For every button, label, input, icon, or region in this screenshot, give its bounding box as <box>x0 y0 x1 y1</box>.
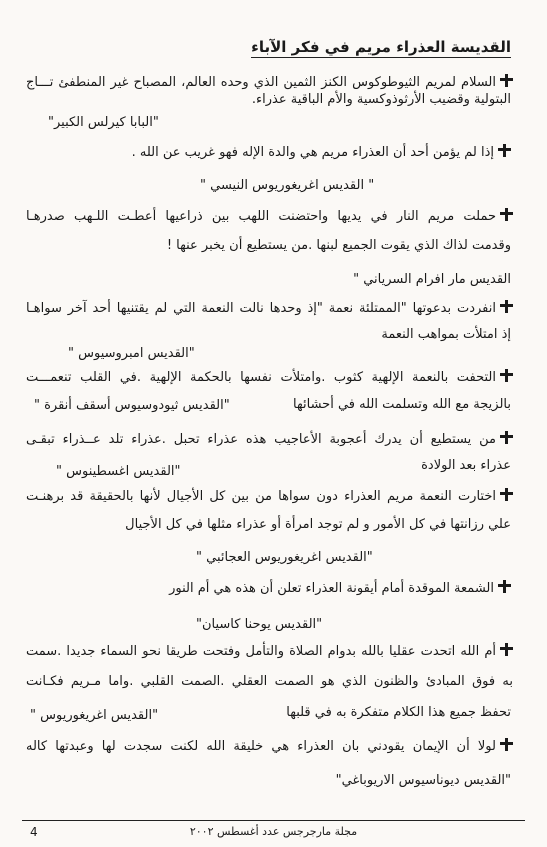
text-line: انفردت بدعوتها "الممتلئة نعمة "إذ وحدها نالت النعمة التي لم يقتنيها أحد آخر سواهـا <box>26 300 513 317</box>
footer-divider <box>22 820 525 821</box>
attribution: "القديس يوحنا كاسيان" <box>196 617 323 632</box>
cross-icon <box>500 208 513 221</box>
attribution: " القديس اغريغوريوس النيسي " <box>200 178 375 193</box>
text-line: بالزيجة مع الله وتسلمت الله في أحشائها <box>293 397 511 412</box>
text-line: إذ امتلأت بمواهب النعمة <box>381 327 511 342</box>
attribution: "القديس اغريغوريوس " <box>30 708 159 723</box>
text-line: البتولية وقضيب الأرثوذوكسية والأم الباقية عذراء. <box>251 92 511 107</box>
text-line: وقدمت لذاك الذي يقوت الجميع لبنها .من يستطيع أن يخبر عنها ! <box>166 238 511 253</box>
attribution: القديس مار افرام السرياني " <box>353 272 511 287</box>
attribution: "القديس اغريغوريوس العجائبي " <box>196 550 373 565</box>
text-line: السلام لمريم الثيوطوكوس الكنز الثمين الذي وحده العالم، المصباح غير المنطفئ تـــاج <box>26 74 513 91</box>
cross-icon <box>500 300 513 313</box>
attribution: "القديس ثيودوسيوس أسقف أنقرة " <box>34 398 230 413</box>
text-line: اختارت النعمة مريم العذراء دون سواها من بين كل الأجيال لأنها بالحقيقة قد برهنـت <box>26 488 513 505</box>
text-line: أم الله اتحدت عقليا بالله بدوام الصلاة والتأمل وفتحت طريقا نحو السماء جديدا .سمت <box>26 643 513 660</box>
cross-icon <box>498 144 511 157</box>
footer-publication: مجلة مارجرجس عدد أغسطس ٢٠٠٢ <box>189 825 358 838</box>
cross-icon <box>500 738 513 751</box>
text-line: تحفظ جميع هذا الكلام متفكرة به في قلبها <box>286 705 511 720</box>
page-number: 4 <box>30 825 38 839</box>
text-line: إذا لم يؤمن أحد أن العذراء مريم هي والدة الإله فهو غريب عن الله . <box>132 144 511 161</box>
page-title: القديسة العذراء مريم في فكر الآباء <box>251 38 511 56</box>
attribution: "القديس اغسطينوس " <box>56 464 181 479</box>
text-line: الشمعة الموقدة أمام أيقونة العذراء تعلن أن هذه هي أم النور <box>169 580 511 597</box>
attribution: "القديس امبروسيوس " <box>68 346 195 361</box>
cross-icon <box>500 643 513 656</box>
text-line: التحفت بالنعمة الإلهية كثوب .وامتلأت نفسها بالحكمة الإلهية .في القلب تنعمـــت <box>26 369 513 386</box>
cross-icon <box>500 74 513 87</box>
text-line: حملت مريم النار في يديها واحتضنت اللهب بين ذراعيها أعطـت اللـهب صدرهـا <box>26 208 513 225</box>
cross-icon <box>500 488 513 501</box>
attribution: "القديس ديوناسيوس الاريوباغي" <box>335 773 511 788</box>
text-line: علي رزانتها في كل الأمور و لم توجد امرأة أو عذراء مثلها في كل الأجيال <box>125 517 511 532</box>
text-line: لولا أن الإيمان يقودني بان العذراء هي خليقة الله لكنت سجدت لها وعبدتها كاله <box>26 738 513 755</box>
cross-icon <box>498 580 511 593</box>
cross-icon <box>500 369 513 382</box>
cross-icon <box>500 431 513 444</box>
text-line: عذراء بعد الولادة <box>421 458 511 473</box>
attribution: "البابا كيرلس الكبير" <box>48 115 159 130</box>
text-line: به فوق المبادئ والظنون الذي هو الصمت العقلي .الصمت القلبي .واما مـريم فكـانت <box>26 674 513 689</box>
text-line: من يستطيع أن يدرك أعجوبة الأعاجيب هذه عذراء تحبل .عذراء تلد عــذراء تبقـى <box>26 431 513 448</box>
